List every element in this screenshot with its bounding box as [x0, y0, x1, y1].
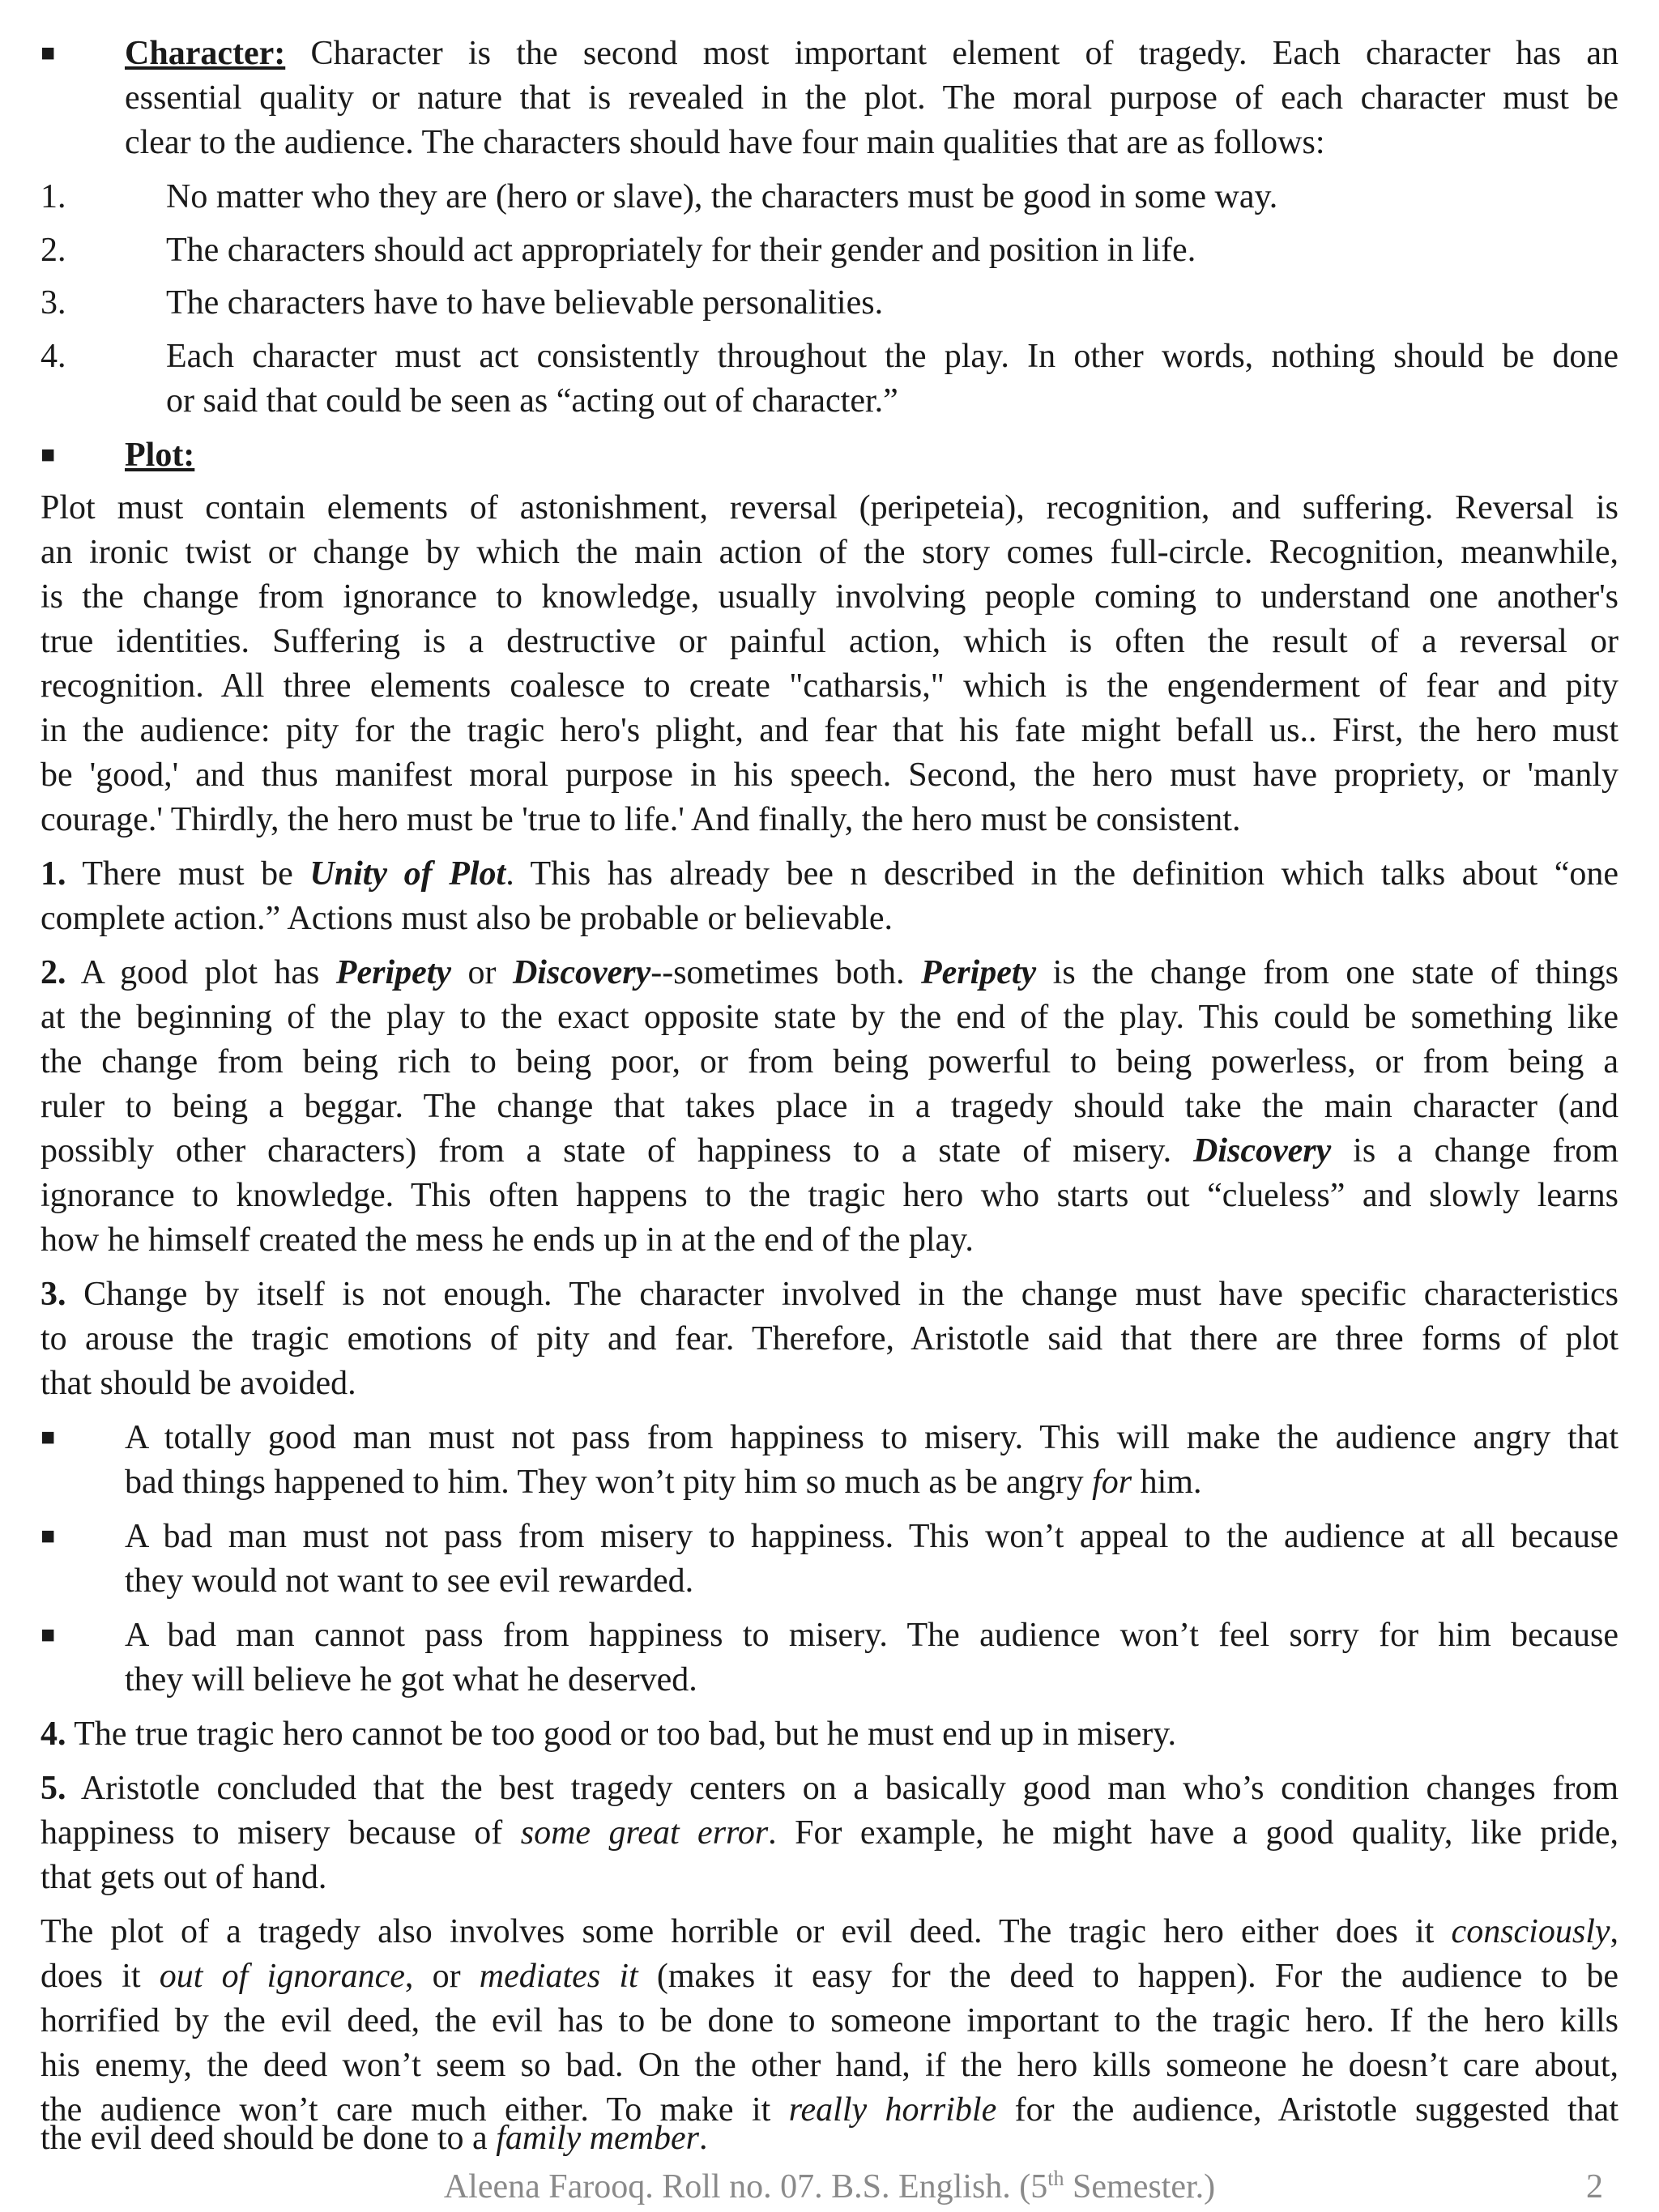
- plot-para-line: be 'good,' and thus manifest moral purpose in his speech. Second, the hero must have propriety, or 'manly: [41, 757, 1618, 794]
- point-2-line-5: possibly other characters) from a state of happiness to a state of misery. Discovery is a change from: [41, 1132, 1618, 1170]
- bullet-icon: ■: [41, 40, 56, 66]
- point-5-line-1: 5. Aristotle concluded that the best tragedy centers on a basically good man who’s condition changes from: [41, 1770, 1618, 1807]
- list-item: The characters have to have believable personalities.: [166, 284, 884, 322]
- bullet-item-line: A bad man cannot pass from happiness to misery. The audience won’t feel sorry for him because: [125, 1617, 1618, 1654]
- point-2-line-6: ignorance to knowledge. This often happens to the tragic hero who starts out “clueless” and slowly learns: [41, 1177, 1618, 1214]
- list-marker: 1.: [41, 178, 66, 215]
- final-para-line-4: his enemy, the deed won’t seem so bad. On the other hand, if the hero kills someone he doesn’t care about,: [41, 2047, 1618, 2084]
- page-number: 2: [1586, 2168, 1603, 2206]
- character-line-3: clear to the audience. The characters should have four main qualities that are as follows:: [125, 124, 1325, 161]
- bullet-item-line: they will believe he got what he deserved.: [125, 1661, 697, 1698]
- final-para-line-1: The plot of a tragedy also involves some horrible or evil deed. The tragic hero either does it consciously,: [41, 1913, 1618, 1950]
- plot-heading-line: [125, 436, 1618, 475]
- point-5-line-3: that gets out of hand.: [41, 1859, 327, 1896]
- bullet-item-line: A totally good man must not pass from happiness to misery. This will make the audience angry that: [125, 1419, 1618, 1456]
- list-item: No matter who they are (hero or slave), the characters must be good in some way.: [166, 178, 1278, 215]
- bullet-icon: ■: [41, 1523, 56, 1549]
- list-item-continued: or said that could be seen as “acting out of character.”: [166, 382, 898, 420]
- point-2-line-4: ruler to being a beggar. The change that takes place in a tragedy should take the main character (and: [41, 1088, 1618, 1125]
- point-4-line-1: 4. The true tragic hero cannot be too good or too bad, but he must end up in misery.: [41, 1715, 1177, 1753]
- plot-heading: Plot:: [125, 437, 195, 474]
- point-2-line-7: how he himself created the mess he ends up in at the end of the play.: [41, 1221, 974, 1259]
- point-3-line-3: that should be avoided.: [41, 1365, 356, 1402]
- point-5-line-2: happiness to misery because of some great error. For example, he might have a good quality, like pride,: [41, 1814, 1618, 1852]
- plot-para-line: an ironic twist or change by which the main action of the story comes full-circle. Recognition, meanwhile,: [41, 534, 1618, 571]
- point-1-line-2: complete action.” Actions must also be probable or believable.: [41, 900, 893, 937]
- final-para-line-3: horrified by the evil deed, the evil has to be done to someone important to the tragic hero. If the hero kills: [41, 2002, 1618, 2039]
- point-3-line-1: 3. Change by itself is not enough. The character involved in the change must have specific characteristics: [41, 1276, 1618, 1313]
- character-heading: Character:: [125, 35, 286, 72]
- bullet-item-line: A bad man must not pass from misery to happiness. This won’t appeal to the audience at all because: [125, 1518, 1618, 1555]
- character-line-1: Character: Character is the second most important element of tragedy. Each character has an: [125, 35, 1618, 72]
- point-2-line-1: 2. A good plot has Peripety or Discovery--sometimes both. Peripety is the change from one state of things: [41, 954, 1618, 991]
- list-marker: 4.: [41, 338, 66, 375]
- bullet-icon: ■: [41, 441, 56, 468]
- point-1-line-1: 1. There must be Unity of Plot. This has already bee n described in the definition which talks about “one: [41, 855, 1618, 893]
- plot-para-line: recognition. All three elements coalesce to create "catharsis," which is the engenderment of fear and pity: [41, 667, 1618, 705]
- list-marker: 3.: [41, 284, 66, 322]
- plot-para-line: in the audience: pity for the tragic hero's plight, and fear that his fate might befall us.. First, the hero must: [41, 712, 1618, 749]
- list-item: The characters should act appropriately for their gender and position in life.: [166, 232, 1196, 269]
- point-2-line-3: the change from being rich to being poor, or from being powerful to being powerless, or from being a: [41, 1043, 1618, 1080]
- page-footer: Aleena Farooq. Roll no. 07. B.S. English. (5th Semester.): [443, 2167, 1216, 2206]
- list-marker: 2.: [41, 232, 66, 269]
- plot-para-line: courage.' Thirdly, the hero must be 'true to life.' And finally, the hero must be consistent.: [41, 801, 1241, 838]
- bullet-icon: ■: [41, 1424, 56, 1451]
- character-line-2: essential quality or nature that is revealed in the plot. The moral purpose of each character must be: [125, 79, 1618, 117]
- plot-para-line: Plot must contain elements of astonishment, reversal (peripeteia), recognition, and suffering. Reversal is: [41, 489, 1618, 526]
- plot-para-line: true identities. Suffering is a destructive or painful action, which is often the result of a reversal or: [41, 623, 1618, 660]
- bullet-icon: ■: [41, 1622, 56, 1648]
- point-3-line-2: to arouse the tragic emotions of pity and fear. Therefore, Aristotle said that there are three forms of plot: [41, 1320, 1618, 1357]
- final-para-line-6: the evil deed should be done to a family member.: [41, 2120, 708, 2157]
- final-para-line-2: does it out of ignorance, or mediates it (makes it easy for the deed to happen). For the audience to be: [41, 1958, 1618, 1995]
- point-2-line-2: at the beginning of the play to the exact opposite state by the end of the play. This could be something like: [41, 999, 1618, 1036]
- bullet-item-line: they would not want to see evil rewarded.: [125, 1562, 694, 1600]
- bullet-item-line: bad things happened to him. They won’t pity him so much as be angry for him.: [125, 1464, 1202, 1501]
- plot-para-line: is the change from ignorance to knowledge, usually involving people coming to understand one another's: [41, 578, 1618, 616]
- list-item: Each character must act consistently throughout the play. In other words, nothing should be done: [166, 338, 1618, 375]
- final-para-line-5: the audience won’t care much either. To make it really horrible for the audience, Aristotle suggested that: [41, 2091, 1618, 2129]
